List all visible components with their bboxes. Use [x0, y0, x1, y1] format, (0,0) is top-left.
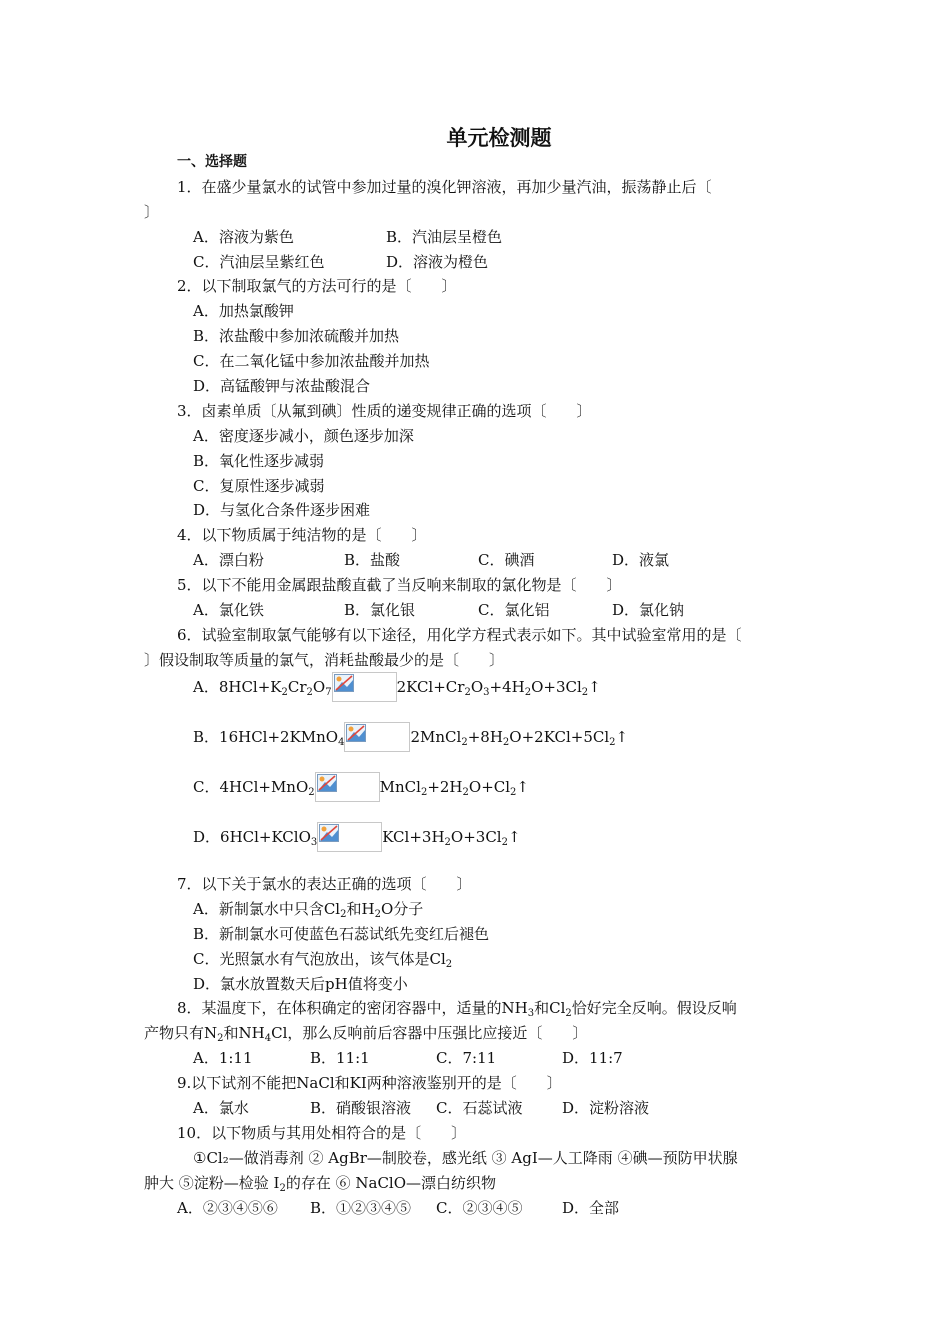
q9-option-a[interactable]: A．氯水: [193, 1099, 249, 1117]
q8-option-a[interactable]: A．1:11: [193, 1049, 253, 1067]
q3-option-c[interactable]: C．复原性逐步减弱: [193, 477, 325, 495]
q1-option-a[interactable]: A．溶液为紫色: [193, 228, 294, 246]
broken-image-icon: [315, 772, 380, 802]
q10-items: ①Cl₂—做消毒剂 ② AgBr—制胶卷，感光纸 ③ AgI—人工降雨 ④碘—预防甲状腺: [193, 1149, 738, 1167]
q2-option-a[interactable]: A．加热氯酸钾: [193, 302, 294, 320]
q7-option-b[interactable]: B．新制氯水可使蓝色石蕊试纸先变红后褪色: [193, 925, 490, 943]
broken-image-icon: [344, 722, 410, 752]
q3-stem: 3．卤素单质〔从氟到碘〕性质的递变规律正确的选项〔 〕: [177, 402, 592, 420]
q6-option-c[interactable]: C．4HCl+MnO$_2$ $MnCl_2+2H_2O+Cl_2↑$: [193, 772, 529, 802]
q4-stem: 4．以下物质属于纯洁物的是〔 〕: [177, 526, 427, 544]
q1-option-b[interactable]: B．汽油层呈橙色: [386, 228, 503, 246]
q8-stem-cont: 产物只有$N_2$和$NH_4Cl$，那么反响前后容器中压强比应接近〔 〕: [144, 1024, 588, 1044]
q9-stem: 9.以下试剂不能把NaCl和KI两种溶液鉴别开的是〔 〕: [177, 1074, 562, 1092]
q6-option-b[interactable]: B．16HCl+2KMnO$_4$ $2MnCl_2+8H_2O+2KCl+5Cl_2↑$: [193, 722, 628, 752]
q7-option-d[interactable]: D．氯水放置数天后pH值将变小: [193, 975, 408, 993]
q9-option-d[interactable]: D．淀粉溶液: [562, 1099, 650, 1117]
q5-stem: 5．以下不能用金属跟盐酸直截了当反响来制取的氯化物是〔 〕: [177, 576, 622, 594]
q10-option-a[interactable]: A．②③④⑤⑥: [177, 1199, 278, 1217]
q8-option-d[interactable]: D．11:7: [562, 1049, 623, 1067]
q5-option-a[interactable]: A．氯化铁: [193, 601, 264, 619]
q5-option-b[interactable]: B．氯化银: [344, 601, 416, 619]
q10-stem: 10．以下物质与其用处相符合的是〔 〕: [177, 1124, 467, 1142]
page-title: 单元检测题: [446, 126, 552, 150]
q5-option-c[interactable]: C．氯化铝: [478, 601, 550, 619]
q8-stem: 8．某温度下，在体积确定的密闭容器中，适量的$NH_3$和$Cl_2$恰好完全反响。假设反响: [177, 999, 737, 1019]
q1-stem-cont: 〕: [144, 203, 160, 221]
q9-option-b[interactable]: B．硝酸银溶液: [310, 1099, 412, 1117]
q6-stem-cont: 〕假设制取等质量的氯气，消耗盐酸最少的是〔 〕: [144, 651, 505, 669]
q7-stem: 7．以下关于氯水的表达正确的选项〔 〕: [177, 875, 472, 893]
broken-image-icon: [317, 822, 382, 852]
q8-option-b[interactable]: B．11:1: [310, 1049, 370, 1067]
q10-items-cont: 肿大 ⑤淀粉—检验 $I_2$的存在 ⑥ NaClO—漂白纺织物: [144, 1174, 497, 1194]
q4-option-b[interactable]: B．盐酸: [344, 551, 401, 569]
q7-option-a[interactable]: A．新制氯水中只含$Cl_2$和$H_2O$分子: [193, 900, 424, 920]
q6-option-a[interactable]: A．$8HCl+K_2Cr_2O_7$ $2KCl+Cr_2O_3+4H_2O+3Cl_2↑$: [193, 672, 601, 702]
q6-stem: 6．试验室制取氯气能够有以下途径，用化学方程式表示如下。其中试验室常用的是〔: [177, 626, 742, 644]
q8-option-c[interactable]: C．7:11: [436, 1049, 497, 1067]
q3-option-d[interactable]: D．与氢化合条件逐步困难: [193, 501, 371, 519]
q4-option-a[interactable]: A．漂白粉: [193, 551, 264, 569]
q1-option-d[interactable]: D．溶液为橙色: [386, 253, 489, 271]
q3-option-a[interactable]: A．密度逐步减小，颜色逐步加深: [193, 427, 414, 445]
q2-option-d[interactable]: D．高锰酸钾与浓盐酸混合: [193, 377, 371, 395]
q9-option-c[interactable]: C．石蕊试液: [436, 1099, 523, 1117]
q1-option-c[interactable]: C．汽油层呈紫红色: [193, 253, 325, 271]
q2-option-b[interactable]: B．浓盐酸中参加浓硫酸并加热: [193, 327, 400, 345]
q5-option-d[interactable]: D．氯化钠: [612, 601, 685, 619]
q10-option-d[interactable]: D．全部: [562, 1199, 620, 1217]
q7-option-c[interactable]: C．光照氯水有气泡放出，该气体是$Cl_2$: [193, 950, 453, 970]
section-heading: 一、选择题: [177, 154, 247, 170]
q10-option-b[interactable]: B．①②③④⑤: [310, 1199, 412, 1217]
q4-option-c[interactable]: C．碘酒: [478, 551, 535, 569]
q4-option-d[interactable]: D．液氯: [612, 551, 670, 569]
q10-option-c[interactable]: C．②③④⑤: [436, 1199, 523, 1217]
q2-option-c[interactable]: C．在二氧化锰中参加浓盐酸并加热: [193, 352, 430, 370]
q3-option-b[interactable]: B．氧化性逐步减弱: [193, 452, 325, 470]
q2-stem: 2．以下制取氯气的方法可行的是〔 〕: [177, 277, 457, 295]
q1-stem: 1．在盛少量氯水的试管中参加过量的溴化钾溶液，再加少量汽油，振荡静止后〔: [177, 178, 712, 196]
q6-option-d[interactable]: D．6HCl+KClO$_3$ $KCl+3H_2O+3Cl_2↑$: [193, 822, 521, 852]
broken-image-icon: [332, 672, 397, 702]
